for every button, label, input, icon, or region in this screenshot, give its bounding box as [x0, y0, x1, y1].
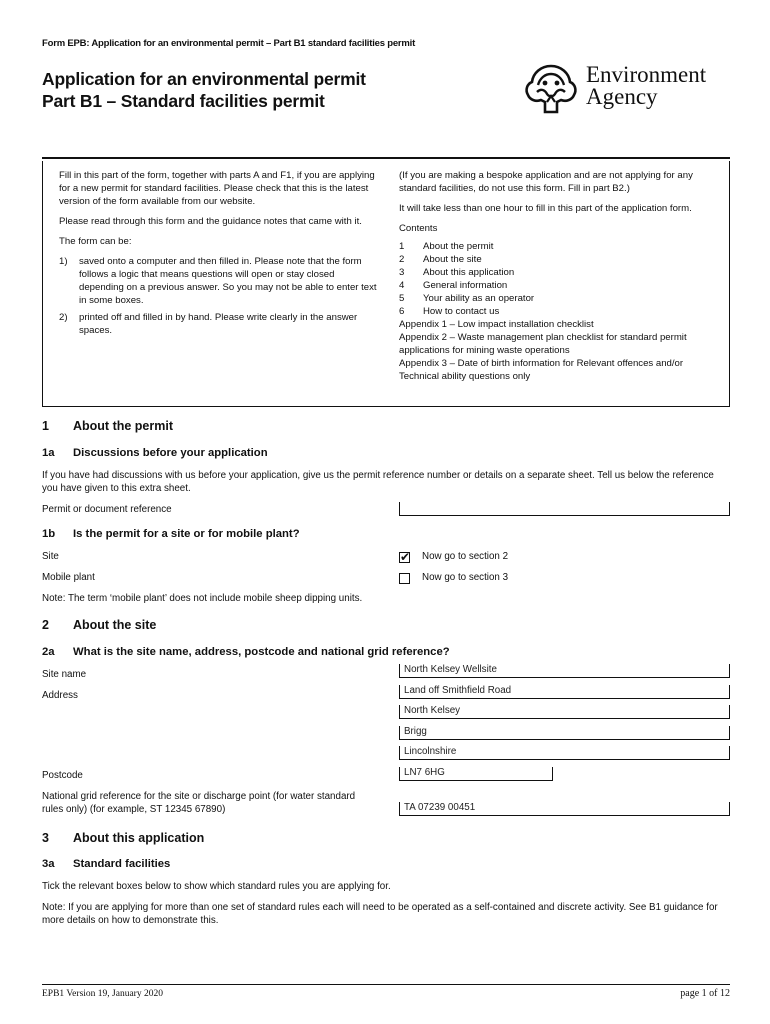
site-name-field[interactable] — [399, 664, 730, 678]
postcode-field[interactable] — [399, 767, 553, 781]
contents-item[interactable] — [399, 292, 719, 305]
section-title: About the site — [73, 618, 157, 632]
mobile-plant-option-label: Mobile plant — [42, 572, 95, 583]
contents-number: 1 — [399, 241, 405, 252]
mobile-plant-checkbox[interactable] — [399, 573, 410, 584]
section-1a-heading — [42, 447, 268, 459]
contents-number: 4 — [399, 280, 405, 291]
section-3a-text-2: Note: If you are applying for more than one set of standard rules each will need to be operated as a self-contained and discrete activity. See B1 guidance for more details on how to demonstrate this. — [42, 902, 718, 926]
address-line-2-field[interactable] — [399, 705, 730, 719]
title-line-1: Application for an environmental permit — [42, 69, 366, 89]
contents-number: 5 — [399, 293, 405, 304]
section-3a-heading — [42, 858, 170, 870]
footer-version: EPB1 Version 19, January 2020 — [42, 989, 163, 999]
section-3-heading — [42, 831, 204, 845]
section-number: 1 — [42, 419, 49, 433]
mobile-plant-option-note: Now go to section 3 — [422, 572, 509, 583]
contents-text: Your ability as an operator — [423, 293, 535, 304]
section-1b-heading — [42, 528, 300, 540]
intro-left-column — [59, 169, 381, 341]
contents-text: General information — [423, 280, 508, 291]
site-option-note: Now go to section 2 — [422, 551, 509, 562]
contents-title: Contents — [399, 223, 438, 234]
contents-item[interactable] — [399, 279, 719, 292]
permit-reference-field[interactable] — [399, 502, 730, 516]
list-item-text: saved onto a computer and then filled in. Please note that the form follows a logic that means questions will open or stay closed depending on a previous answer. So you may not be able to enter text in some boxes. — [79, 256, 377, 306]
subsection-title: Is the permit for a site or for mobile plant? — [73, 528, 300, 540]
appendix-item[interactable]: Appendix 2 – Waste management plan checklist for standard permit applications for mining waste operations — [399, 332, 687, 356]
subsection-title: Standard facilities — [73, 858, 171, 870]
postcode-value: LN7 6HG — [404, 767, 445, 778]
subsection-number: 3a — [42, 858, 55, 870]
intro-right-paragraph-2: It will take less than one hour to fill in this part of the application form. — [399, 203, 692, 214]
section-1a-text: If you have had discussions with us before your application, give us the permit reference number or details on a separate sheet. Tell us below the reference you have given to this extra sheet. — [42, 470, 714, 494]
contents-item[interactable] — [399, 240, 719, 253]
site-checkbox[interactable] — [399, 552, 410, 563]
intro-paragraph-2: Please read through this form and the guidance notes that came with it. — [59, 216, 362, 227]
appendix-item[interactable]: Appendix 3 – Date of birth information for Relevant offences and/or Technical ability questions only — [399, 358, 684, 382]
site-option-label: Site — [42, 551, 59, 562]
contents-text: About the site — [423, 254, 482, 265]
subsection-title: What is the site name, address, postcode and national grid reference? — [73, 646, 450, 658]
section-3a-text-1: Tick the relevant boxes below to show which standard rules you are applying for. — [42, 881, 391, 892]
section-title: About the permit — [73, 419, 173, 433]
environment-agency-logo — [523, 62, 733, 118]
contents-text: About this application — [423, 267, 515, 278]
list-item-number: 2) — [59, 312, 68, 323]
intro-paragraph-1: Fill in this part of the form, together with parts A and F1, if you are applying for a new permit for standard facilities. Please check that this is the latest version of the form available from our website. — [59, 170, 375, 207]
intro-box — [42, 161, 730, 407]
address-line-1-field[interactable] — [399, 685, 730, 699]
grid-reference-label: National grid reference for the site or discharge point (for water standard rules only) (for example, ST 12345 67890) — [42, 791, 356, 815]
site-name-value: North Kelsey Wellsite — [404, 664, 497, 675]
contents-number: 3 — [399, 267, 405, 278]
intro-list-item — [59, 311, 381, 337]
grid-reference-value: TA 07239 00451 — [404, 802, 476, 813]
section-number: 3 — [42, 831, 49, 845]
section-2a-heading — [42, 646, 450, 658]
contents-number: 6 — [399, 306, 405, 317]
intro-right-paragraph-1: (If you are making a bespoke application and are not applying for any standard facilities, do not use this form. Fill in part B2.) — [399, 170, 693, 194]
mobile-plant-note: Note: The term ‘mobile plant’ does not include mobile sheep dipping units. — [42, 593, 363, 604]
address-line-2-value: North Kelsey — [404, 705, 461, 716]
section-title: About this application — [73, 831, 205, 845]
permit-reference-label: Permit or document reference — [42, 504, 172, 515]
section-number: 2 — [42, 618, 49, 632]
page-title — [42, 68, 366, 112]
contents-item[interactable] — [399, 253, 719, 266]
contents-item[interactable] — [399, 305, 719, 318]
intro-right-column — [399, 169, 719, 383]
list-item-text: printed off and filled in by hand. Please write clearly in the answer spaces. — [79, 312, 358, 336]
section-1-heading — [42, 419, 173, 433]
address-line-3-value: Brigg — [404, 726, 427, 737]
intro-list-item — [59, 255, 381, 307]
tree-logo-icon — [523, 62, 579, 118]
subsection-title: Discussions before your application — [73, 447, 268, 459]
site-name-label: Site name — [42, 669, 87, 680]
contents-text: How to contact us — [423, 306, 500, 317]
header-rule — [42, 157, 730, 159]
contents-text: About the permit — [423, 241, 494, 252]
title-line-2: Part B1 – Standard facilities permit — [42, 91, 325, 111]
contents-item[interactable] — [399, 266, 719, 279]
address-line-4-field[interactable] — [399, 746, 730, 760]
address-line-3-field[interactable] — [399, 726, 730, 740]
logo-text — [586, 64, 706, 108]
subsection-number: 2a — [42, 646, 55, 658]
contents-list — [399, 240, 719, 383]
address-line-1-value: Land off Smithfield Road — [404, 685, 512, 696]
list-item-number: 1) — [59, 256, 68, 267]
address-label: Address — [42, 690, 78, 701]
intro-paragraph-3: The form can be: — [59, 236, 132, 247]
footer-rule — [42, 984, 730, 985]
postcode-label: Postcode — [42, 770, 83, 781]
logo-text-line-1: Environment — [586, 62, 707, 87]
page-number: page 1 of 12 — [680, 988, 730, 999]
appendix-item[interactable]: Appendix 1 – Low impact installation checklist — [399, 319, 594, 330]
subsection-number: 1a — [42, 447, 55, 459]
subsection-number: 1b — [42, 528, 56, 540]
form-header: Form EPB: Application for an environmental permit – Part B1 standard facilities permit — [42, 38, 416, 49]
section-2-heading — [42, 618, 156, 632]
logo-text-line-2: Agency — [586, 84, 658, 109]
address-line-4-value: Lincolnshire — [404, 746, 457, 757]
grid-reference-field[interactable] — [399, 802, 730, 816]
contents-number: 2 — [399, 254, 405, 265]
